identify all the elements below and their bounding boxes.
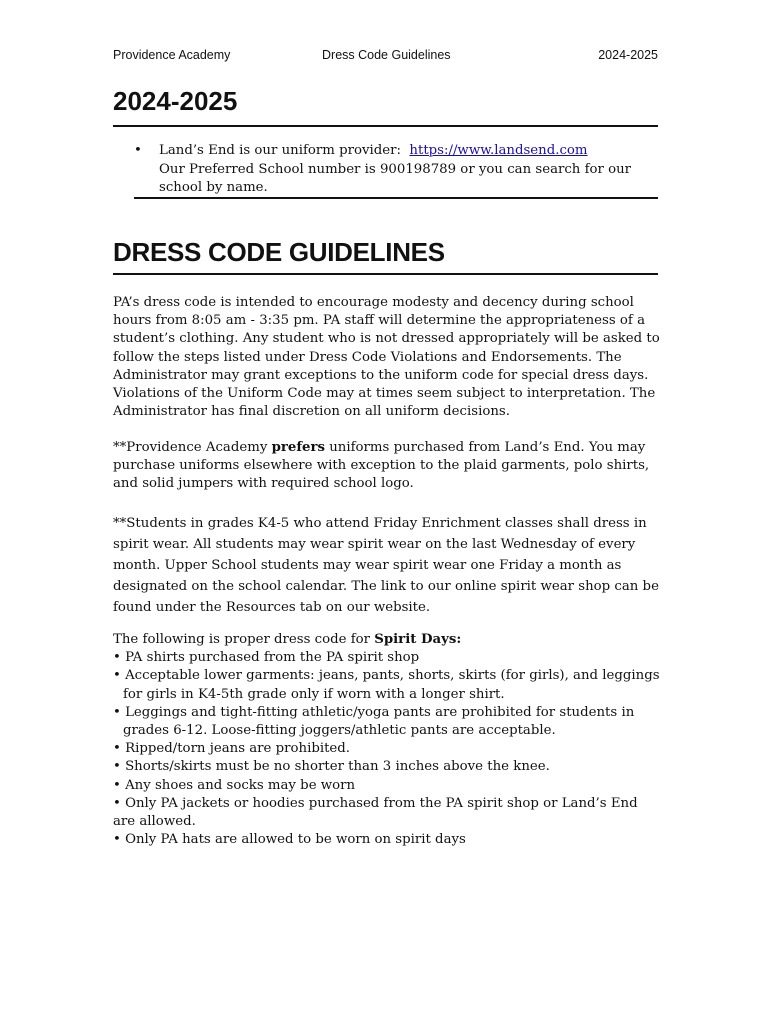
spirit-days-label: Spirit Days: (374, 632, 462, 647)
list-item: • Only PA jackets or hoodies purchased from the PA spirit shop or Land’s End are allowed. (113, 795, 638, 830)
uniform-provider-text (159, 142, 659, 198)
list-item: • Ripped/torn jeans are prohibited. (113, 741, 351, 757)
list-item: • Acceptable lower garments: jeans, pants, shorts, skirts (for girls), and leggings for girls in K4-5th grade only if worn with a longer shirt. (113, 668, 660, 702)
dress-code-divider (113, 273, 658, 275)
spirit-days-list (113, 631, 661, 849)
list-item: • PA shirts purchased from the PA spirit shop (113, 650, 420, 666)
landsend-link[interactable]: https://www.landsend.com (409, 143, 588, 158)
dress-code-heading: DRESS CODE GUIDELINES (113, 237, 445, 267)
header-school-year: 2024-2025 (598, 48, 658, 62)
provider-label: Land’s End is our uniform provider: (159, 143, 401, 158)
bullet-divider (134, 197, 658, 199)
heading-divider (113, 125, 658, 127)
preference-text-end: uniforms purchased from Land’s End. You may purchase uniforms elsewhere with exception to the plaid garments, polo shirts, and solid jumpers with required school logo. (113, 440, 650, 492)
list-item: • Only PA hats are allowed to be worn on spirit days (113, 832, 466, 848)
dress-code-intro-paragraph: PA’s dress code is intended to encourage modesty and decency during school hours from 8:05 am - 3:35 pm. PA staff will determine the appropriateness of a student’s clothing. Any student who is not dressed appropriately will be asked to follow the steps listed under Dress Code Violations and Endorsements. The Administrator may grant exceptions to the uniform code for special dress days. Violations of the Uniform Code may at times seem subject to interpretation. The Administrator has final discretion on all uniform decisions. (113, 295, 660, 420)
spirit-intro-text: The following is proper dress code for (113, 632, 375, 647)
page-header (113, 48, 658, 66)
header-school-name: Providence Academy (113, 48, 231, 62)
list-item: • Any shoes and socks may be worn (113, 777, 356, 793)
list-item: • Shorts/skirts must be no shorter than 3 inches above the knee. (113, 759, 550, 775)
header-document-title: Dress Code Guidelines (322, 48, 451, 62)
preference-text-start: **Providence Academy (113, 440, 272, 455)
list-item: • Leggings and tight-fitting athletic/yoga pants are prohibited for students in grades 6-12. Loose-fitting joggers/athletic pants are acceptable. (113, 704, 635, 739)
year-heading: 2024-2025 (113, 86, 238, 116)
preference-bold-word: prefers (271, 440, 326, 455)
spirit-wear-paragraph: **Students in grades K4-5 who attend Friday Enrichment classes shall dress in spirit wear. All students may wear spirit wear on the last Wednesday of every month. Upper School students may wear spirit wear one Friday a month as designated on the school calendar. The link to our online spirit wear shop can be found under the Resources tab on our website. (113, 516, 659, 615)
school-number-text: Our Preferred School number is 900198789 or you can search for our school by name. (159, 161, 632, 195)
spirit-days-intro (113, 631, 661, 649)
lands-end-preference-paragraph (113, 439, 661, 494)
bullet-dot: • (134, 143, 142, 158)
